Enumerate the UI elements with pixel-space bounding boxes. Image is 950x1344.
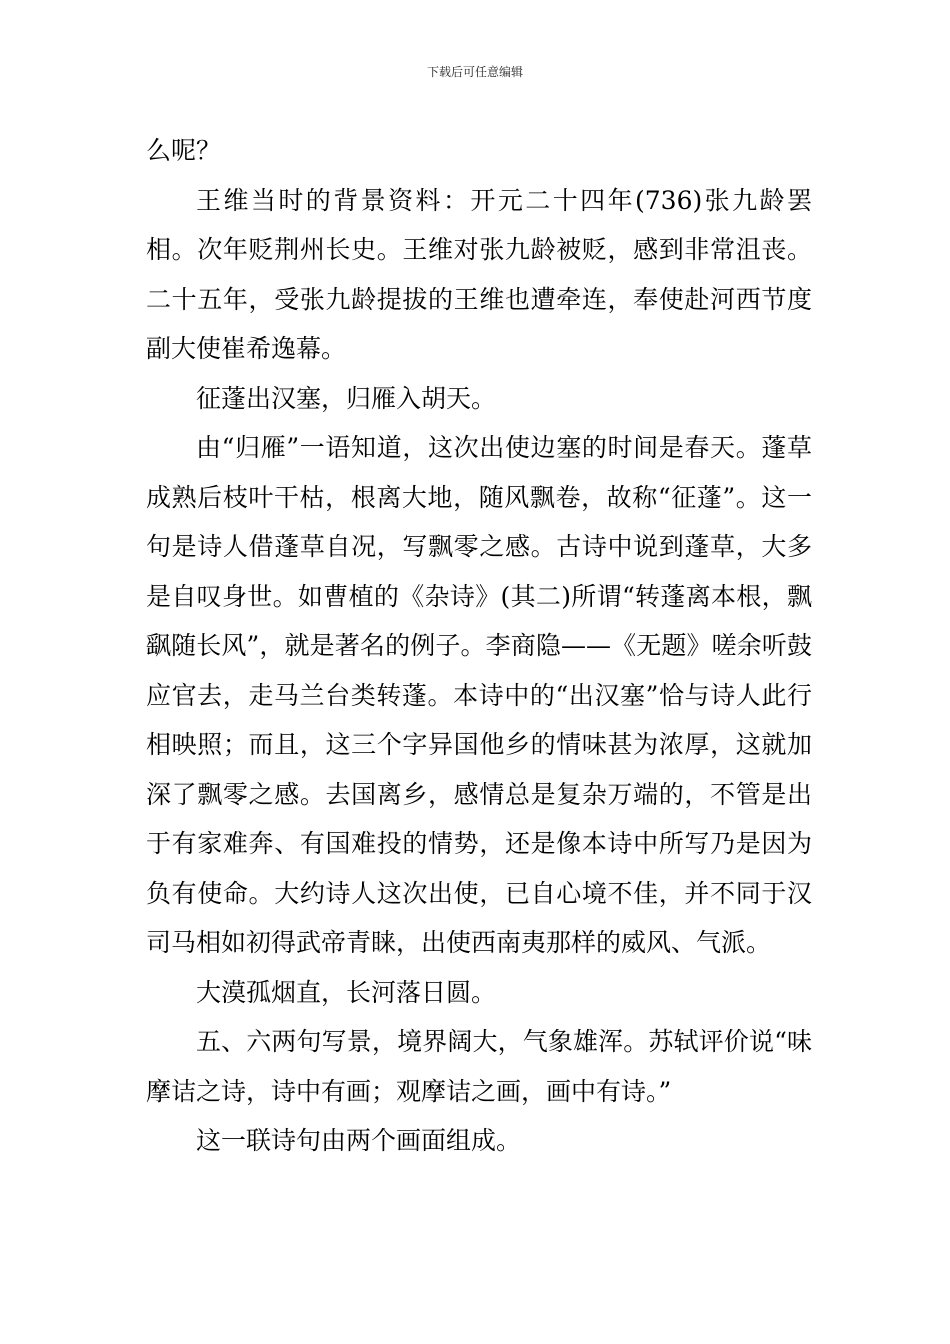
paragraph-analysis-3: 这一联诗句由两个画面组成。 <box>196 1126 522 1155</box>
poem-line-1: 征蓬出汉塞，归雁入胡天。 <box>196 383 497 413</box>
page-header-note: 下载后可任意编辑 <box>426 65 523 79</box>
paragraph-analysis-1: 由“归雁”一语知道，这次出使边塞的时间是春天。蓬草成熟后枝叶干枯，根离大地，随风飘卷，故称“征蓬”。这一句是诗人借蓬草自况，写飘零之感。古诗中说到蓬草，大多是自叹身世。如曹植的《杂诗》(其二)所谓“转蓬离本根，飘飖随长风”，就是著名的例子。李商隐——《无题》嗟余听鼓应官去，走马兰台类转蓬。本诗中的“出汉塞”恰与诗人此行相映照；而且，这三个字异国他乡的情味甚为浓厚，这就加深了飘零之感。去国离乡，感情总是复杂万端的，不管是出于有家难奔、有国难投的情势，还是像本诗中所写乃是因为负有使命。大约诗人这次出使，已自心境不佳，并不同于汉司马相如初得武帝青睐，出使西南夷那样的威风、气派。 <box>146 433 812 957</box>
paragraph-continuation: 么呢？ <box>146 136 222 165</box>
document-body <box>146 126 812 1166</box>
paragraph-background: 王维当时的背景资料：开元二十四年(736)张九龄罢相。次年贬荆州长史。王维对张九龄被贬，感到非常沮丧。二十五年，受张九龄提拔的王维也遭牵连，奉使赴河西节度副大使崔希逸幕。 <box>146 185 812 363</box>
poem-line-2: 大漠孤烟直，长河落日圆。 <box>196 977 497 1007</box>
paragraph-analysis-2: 五、六两句写景，境界阔大，气象雄浑。苏轼评价说“味摩诘之诗，诗中有画；观摩诘之画，画中有诗。” <box>146 1027 812 1106</box>
